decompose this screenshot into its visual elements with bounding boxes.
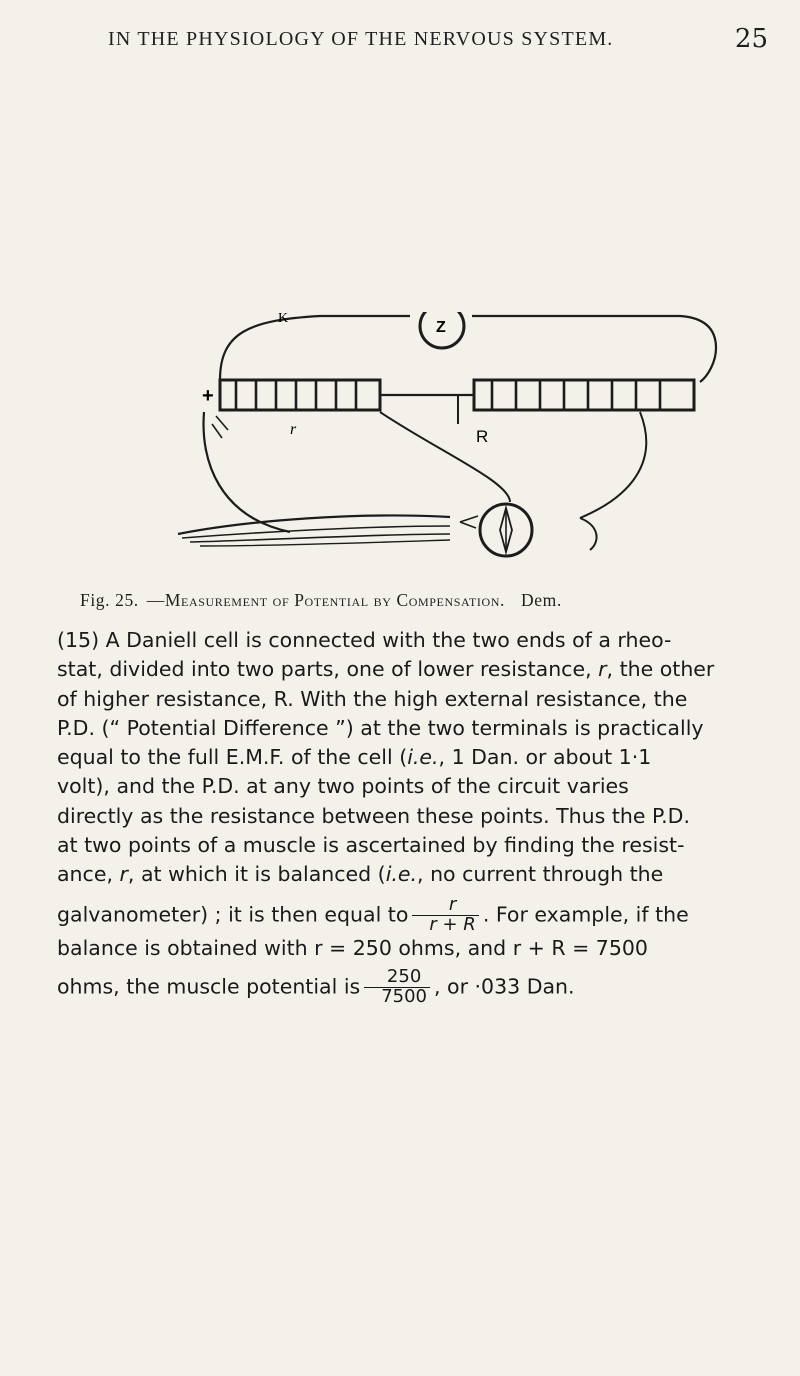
line-5-text-b: , 1 Dan. or about 1·1 <box>438 745 652 770</box>
figure-circuit-diagram <box>160 312 730 574</box>
line-11: balance is obtained with r = 250 ohms, and r + R = 7500 <box>57 936 648 961</box>
top-wire <box>220 316 410 380</box>
line-5-text: equal to the full E.M.F. of the cell ( <box>57 745 408 770</box>
line-9-text-c: , no current through the <box>417 862 664 887</box>
var-r: r <box>119 862 128 887</box>
fraction-denominator: r + R <box>412 915 478 935</box>
fraction-numerator: r <box>448 893 457 915</box>
line-9 <box>43 860 770 889</box>
line-12-text: ohms, the muscle potential is <box>57 974 361 999</box>
caption-note: Dem. <box>521 590 562 610</box>
line-4: P.D. (“ Potential Difference ”) at the two terminals is practically <box>57 715 704 740</box>
page-header <box>108 24 768 58</box>
circuit-diagram <box>160 312 730 574</box>
line-12-text-b: , or ·033 Dan. <box>434 974 575 999</box>
line-6: volt), and the P.D. at any two points of the circuit varies <box>57 774 629 799</box>
line-5 <box>43 743 770 772</box>
fraction-numerator: 250 <box>386 965 422 987</box>
line-9-text: ance, <box>57 862 120 887</box>
line-1: (15) A Daniell cell is connected with the two ends of a rheo- <box>57 628 672 652</box>
fraction-250-over-7500 <box>364 965 430 1007</box>
fraction-r-over-r-plus-R <box>412 893 478 935</box>
line-2-text-b: , the other <box>606 657 715 682</box>
fraction-denominator: 7500 <box>364 987 430 1007</box>
line-9-text-b: , at which it is balanced ( <box>127 862 386 887</box>
line-7: directly as the resistance between these points. Thus the P.D. <box>57 803 690 828</box>
line-12 <box>43 965 770 1007</box>
label-key: K <box>278 312 289 326</box>
caption-label: Fig. 25. <box>80 590 139 610</box>
line-2-text: stat, divided into two parts, one of lower resistance, <box>57 657 599 682</box>
figure-caption <box>80 590 760 611</box>
ie-abbrev: i.e. <box>385 862 418 887</box>
body-text <box>43 626 770 1007</box>
label-R: R <box>476 427 489 446</box>
caption-title: —Measurement of Potential by Compensation. <box>146 590 505 610</box>
current-arrow <box>460 516 478 528</box>
label-cell: Z <box>436 319 446 336</box>
paragraph-15 <box>43 626 770 1007</box>
top-wire-right <box>472 316 716 382</box>
var-r: r <box>598 657 607 682</box>
R-lead <box>580 412 646 518</box>
line-10-text: galvanometer) ; it is then equal to <box>57 902 409 927</box>
running-head: IN THE PHYSIOLOGY OF THE NERVOUS SYSTEM. <box>108 28 614 50</box>
coil-left <box>236 380 356 410</box>
line-3: of higher resistance, R. With the high external resistance, the <box>57 686 688 711</box>
line-2 <box>43 655 770 684</box>
label-r: r <box>290 421 297 438</box>
lower-lead-1 <box>178 516 450 534</box>
ie-abbrev: i.e. <box>407 745 439 770</box>
coil-right <box>492 380 660 410</box>
left-arrow <box>212 416 228 438</box>
page-number: 25 <box>734 24 768 54</box>
label-plus: + <box>202 385 214 407</box>
line-10-text-b: . For example, if the <box>482 902 689 927</box>
galv-return <box>580 518 597 550</box>
line-10 <box>43 893 770 935</box>
r-lead <box>380 412 510 502</box>
line-8: at two points of a muscle is ascertained by finding the resist- <box>57 833 685 858</box>
